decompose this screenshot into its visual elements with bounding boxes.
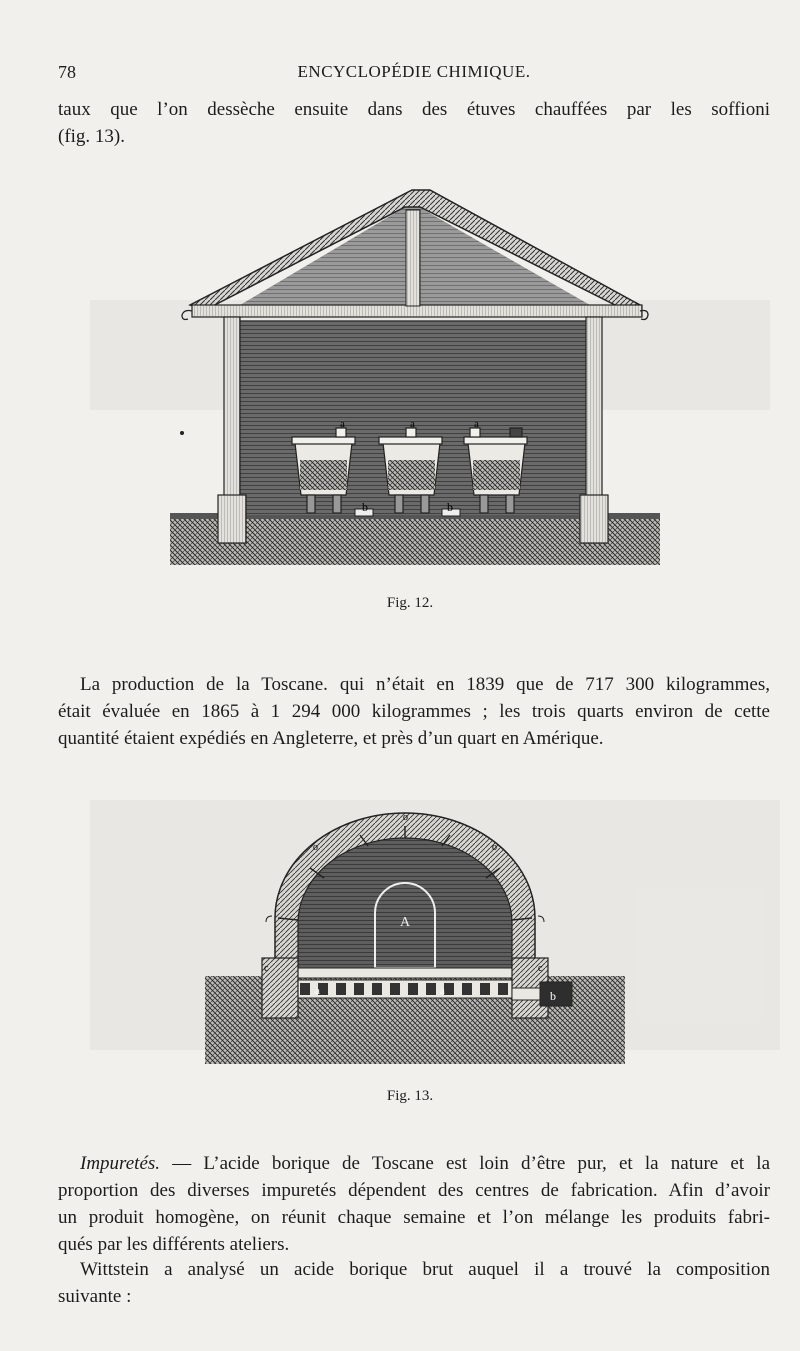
figure-13-illustration bbox=[200, 808, 630, 1068]
page-number: 78 bbox=[58, 62, 76, 82]
figure-label: A bbox=[400, 915, 411, 930]
figure-12-illustration bbox=[170, 185, 670, 575]
text-line: (fig. 13). bbox=[58, 126, 126, 147]
text-line: Wittstein a analysé un acide borique brut auquel il a trouvé la composition bbox=[80, 1259, 770, 1280]
text-line: La production de la Toscane. qui n’était en 1839 que de 717 300 kilogrammes, bbox=[80, 674, 770, 695]
running-head bbox=[58, 62, 770, 86]
text-line-rest: — L’acide borique de Toscane est loin d’être pur, et la nature et la bbox=[172, 1153, 771, 1174]
text-line: suivante : bbox=[58, 1286, 132, 1307]
section-heading: Impuretés. bbox=[80, 1153, 161, 1174]
figure-label: b bbox=[362, 500, 368, 514]
text-line: taux que l’on dessèche ensuite dans des étuves chauffées par les soffioni bbox=[58, 99, 770, 120]
figure-label: a bbox=[315, 985, 320, 997]
text-line: qués par les différents ateliers. bbox=[58, 1234, 290, 1255]
figure-label: b bbox=[550, 989, 556, 1003]
paragraph-wittstein-cont bbox=[58, 1283, 770, 1310]
paragraph-impuretes bbox=[58, 1150, 770, 1177]
text-line: était évaluée en 1865 à 1 294 000 kilogrammes ; les trois quarts environ de cette bbox=[58, 701, 770, 722]
text-line: quantité étaient expédiés en Angleterre, et près d’un quart en Amérique. bbox=[58, 728, 604, 749]
figure-label: a bbox=[340, 418, 345, 430]
figure-12-caption: Fig. 12. bbox=[386, 595, 434, 611]
paragraph-continuation bbox=[58, 96, 770, 150]
paragraph-production bbox=[58, 671, 770, 698]
figure-label: o bbox=[313, 842, 318, 853]
figure-label: o bbox=[403, 812, 408, 823]
paragraph-wittstein bbox=[58, 1256, 770, 1283]
figure-label: a bbox=[440, 985, 445, 997]
text-line: proportion des diverses impuretés dépendent des centres de fabrication. Afin d’avoir bbox=[58, 1180, 770, 1201]
figure-label: a bbox=[474, 418, 479, 430]
figure-label: b bbox=[447, 500, 453, 514]
text-line: un produit homogène, on réunit chaque semaine et l’on mélange les produits fabri- bbox=[58, 1207, 770, 1228]
paragraph-impuretes-cont bbox=[58, 1177, 770, 1258]
figure-label: o bbox=[492, 842, 497, 853]
running-title: ENCYCLOPÉDIE CHIMIQUE. bbox=[297, 62, 531, 81]
text-line bbox=[80, 1150, 770, 1177]
figure-label: a bbox=[410, 418, 415, 430]
paragraph-production-cont bbox=[58, 698, 770, 752]
figure-label: c bbox=[264, 963, 269, 974]
figure-label: c bbox=[538, 963, 543, 974]
figure-13-caption: Fig. 13. bbox=[386, 1088, 434, 1104]
